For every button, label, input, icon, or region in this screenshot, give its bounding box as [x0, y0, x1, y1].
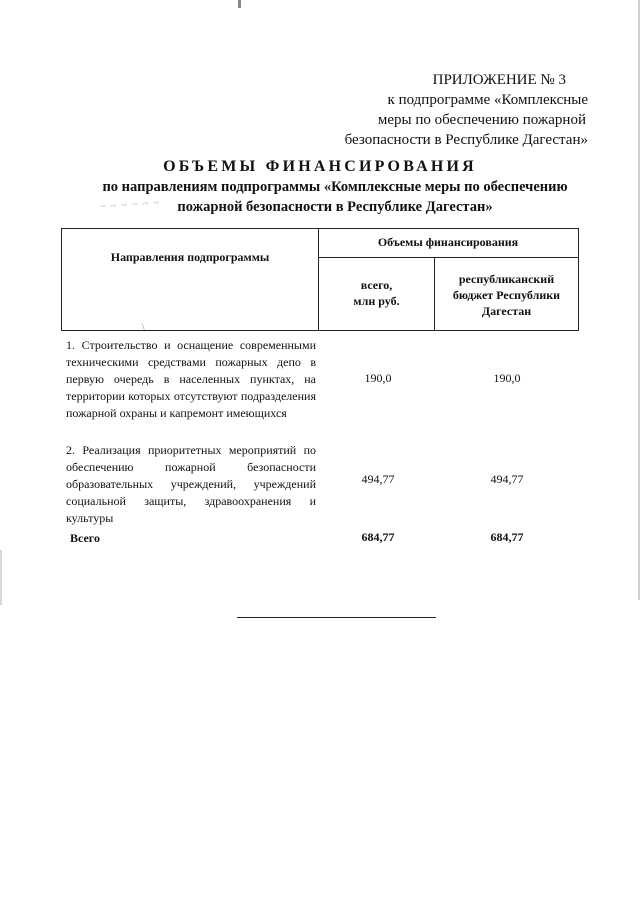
table-row-total: 494,77	[361, 472, 395, 486]
sum-total: 684,77	[361, 530, 395, 544]
scan-mark: \	[142, 322, 145, 332]
financing-table-header	[61, 228, 579, 331]
scan-speck	[238, 0, 241, 8]
header-budget	[435, 271, 578, 319]
header-total	[319, 277, 434, 309]
header-budget-line: Дагестан	[481, 304, 532, 318]
appendix-line: ПРИЛОЖЕНИЕ № 3	[432, 72, 566, 88]
sum-budget: 684,77	[490, 530, 524, 544]
table-divider	[318, 257, 578, 258]
closing-rule	[237, 617, 436, 618]
subtitle-line: по направлениям подпрограммы «Комплексные меры по обеспечению	[102, 179, 568, 195]
appendix-line: к подпрограмме «Комплексные	[387, 92, 588, 108]
table-row-budget: 494,77	[490, 472, 524, 486]
header-total-line: всего,	[360, 278, 393, 292]
faded-stamp: ~ ~ ~ ~ ~ ~	[99, 196, 161, 214]
table-row-direction: 1. Строительство и оснащение современными техническими средствами пожарных депо в первую очередь в населенных пунктах, на территории которых отсутствуют подразделения пожарной охраны и капремонт имеющихся	[66, 338, 316, 420]
header-total-line: млн руб.	[353, 294, 400, 308]
header-directions: Направления подпрограммы	[110, 250, 270, 264]
header-budget-line: республиканский	[458, 272, 555, 286]
appendix-line: безопасности в Республике Дагестан»	[344, 132, 588, 148]
subtitle-line: пожарной безопасности в Республике Дагестан»	[177, 199, 493, 215]
document-title: ОБЪЕМЫ ФИНАНСИРОВАНИЯ	[163, 158, 477, 175]
appendix-line: меры по обеспечению пожарной	[377, 112, 586, 128]
sum-label: Всего	[70, 531, 100, 545]
table-row-budget: 190,0	[493, 371, 521, 385]
table-row-total: 190,0	[364, 371, 392, 385]
header-budget-line: бюджет Республики	[452, 288, 561, 302]
header-volumes: Объемы финансирования	[377, 235, 519, 249]
table-row-direction: 2. Реализация приоритетных мероприятий по обеспечению пожарной безопасности образовательных учреждений, учреждений социальной защиты, здравоохранения и культуры	[66, 443, 316, 525]
appendix-note	[345, 70, 588, 150]
scan-edge-left	[0, 550, 2, 605]
